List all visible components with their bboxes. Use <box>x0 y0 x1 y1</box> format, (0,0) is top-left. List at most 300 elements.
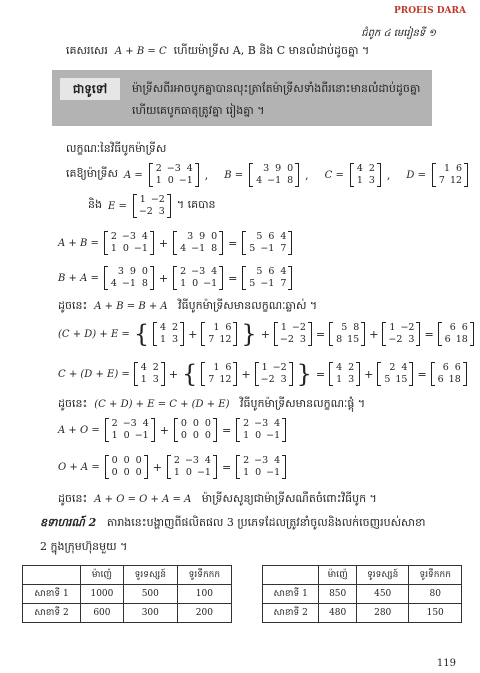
matrix-entry: 1 <box>213 322 220 333</box>
matrix-row <box>179 243 217 255</box>
matrix-row <box>280 334 306 346</box>
given-line <box>66 163 468 187</box>
matrix-b <box>173 231 223 255</box>
matrix-entry: 3 <box>280 374 287 385</box>
matrix-entry: 0 <box>123 430 130 441</box>
table-cell: 850 <box>319 585 357 604</box>
table-cell: 150 <box>409 604 462 623</box>
matrix-entry: 0 <box>204 430 211 441</box>
matrix-entry: 12 <box>449 175 463 186</box>
matrix-entry: 3 <box>263 163 270 174</box>
matrix-row <box>438 175 462 187</box>
general-label-text: ជាទូទៅ <box>72 82 108 96</box>
conclusion-prefix: ដូចនេះ <box>58 299 88 312</box>
matrix-row <box>140 374 159 386</box>
matrix-rows <box>205 362 233 386</box>
conclude-text: ។ គេបាន <box>176 198 216 211</box>
bracket-right <box>416 322 420 346</box>
matrix-entry: 4 <box>160 322 167 333</box>
label-opa: O + A = <box>58 461 100 473</box>
matrix-entry: 1 <box>336 374 343 385</box>
matrix-row <box>248 266 286 278</box>
bracket-right <box>289 362 293 386</box>
matrix-entry: 1 <box>243 467 250 478</box>
matrix-row <box>110 278 148 290</box>
eq-o-plus-a <box>58 455 286 479</box>
brand-text: PROEIS DARA <box>393 6 466 16</box>
matrix-entry: 7 <box>280 243 287 254</box>
matrix-entry: 2 <box>348 362 355 373</box>
plus: + <box>188 327 198 341</box>
matrix-entry: 4 <box>336 362 343 373</box>
table-cell: 80 <box>409 585 462 604</box>
bracket-right <box>288 231 292 255</box>
plus: + <box>158 271 169 285</box>
matrix-entry: 12 <box>219 374 232 385</box>
matrix-row <box>140 362 159 374</box>
matrix-entry: 9 <box>275 163 282 174</box>
matrix-entry: −2 <box>279 334 294 345</box>
matrix-entry: 9 <box>129 266 136 277</box>
plus: + <box>369 327 379 341</box>
matrix-row <box>242 418 280 430</box>
matrix-e <box>133 194 171 218</box>
matrix-row <box>110 231 148 243</box>
table-cell: 480 <box>319 604 357 623</box>
matrix-row <box>179 231 217 243</box>
matrix-rows <box>108 231 150 255</box>
bracket-right <box>361 322 365 346</box>
and-text: និង <box>88 198 102 211</box>
matrix-rows <box>253 163 295 187</box>
matrix-entry: −1 <box>266 430 281 441</box>
matrix-entry: 8 <box>336 334 343 345</box>
example-label: ឧទាហរណ៍ 2 <box>40 516 97 529</box>
matrix-entry: 3 <box>408 334 415 345</box>
matrix-rows <box>177 231 219 255</box>
matrix-entry: 0 <box>167 175 174 186</box>
general-line-1: ម៉ាទ្រីសពីរអាចបូកគ្នាបានលុះត្រាតែម៉ាទ្រីសទាំងពីរនោះមានលំដាប់ដូចគ្នា <box>132 82 421 95</box>
matrix-entry: 2 <box>110 231 117 242</box>
matrix-entry: 15 <box>395 374 408 385</box>
matrix-entry: −1 <box>178 175 193 186</box>
left-brace: { <box>133 320 150 348</box>
matrix-result <box>242 231 292 255</box>
matrix-row <box>444 334 468 346</box>
matrix-row <box>173 455 211 467</box>
matrix-rows <box>278 322 308 346</box>
matrix-entry: 0 <box>255 467 262 478</box>
matrix-rows <box>109 418 151 442</box>
matrix-entry: 7 <box>208 334 215 345</box>
matrix-row <box>335 322 359 334</box>
matrix-entry: 6 <box>461 322 468 333</box>
matrix-row <box>159 334 178 346</box>
matrix-rows <box>354 163 377 187</box>
matrix-c <box>350 163 381 187</box>
matrix-rows <box>333 322 361 346</box>
matrix-entry: −3 <box>122 418 137 429</box>
matrix-entry: 0 <box>211 231 218 242</box>
matrix-entry: 6 <box>456 163 463 174</box>
comma: , <box>386 168 391 182</box>
matrix-zero <box>174 418 217 442</box>
conclusion-formula: (C + D) + E = C + (D + E) <box>94 399 230 410</box>
matrix-row <box>388 334 414 346</box>
table-cell: សាខាទី 1 <box>23 585 81 604</box>
matrix-rows <box>178 418 213 442</box>
bracket-right <box>377 163 381 187</box>
equals: = <box>221 423 232 437</box>
matrix-entry: −2 <box>272 362 287 373</box>
bracket-right <box>295 163 299 187</box>
table-cell: 500 <box>123 585 177 604</box>
matrix-entry: −1 <box>133 243 148 254</box>
matrix-entry: 0 <box>192 278 199 289</box>
matrix-row <box>155 175 193 187</box>
matrix-rows <box>137 194 167 218</box>
matrix-entry: 1 <box>444 163 451 174</box>
matrix-entry: 3 <box>368 175 375 186</box>
matrix-entry: −3 <box>166 163 181 174</box>
general-line-2: ហើយគេបូកធាតុត្រូវគ្នា រៀងគ្នា ។ <box>132 104 265 117</box>
conclusion-associative <box>58 397 365 413</box>
table-imports <box>22 565 232 623</box>
matrix-entry: 3 <box>117 266 124 277</box>
matrix-rows <box>240 455 282 479</box>
right-brace: } <box>241 320 257 348</box>
matrix-entry: 6 <box>225 362 232 373</box>
matrix-row <box>111 430 149 442</box>
table-header-cell: ម៉ាញ៉េ <box>81 566 124 585</box>
matrix-entry: 1 <box>213 362 220 373</box>
matrix-entry: 4 <box>256 175 263 186</box>
matrix-entry: 1 <box>155 175 162 186</box>
matrix-entry: 2 <box>172 322 179 333</box>
matrix-row <box>444 322 468 334</box>
matrix-entry: 7 <box>438 175 445 186</box>
matrix-row <box>242 455 280 467</box>
bracket-right <box>282 418 286 442</box>
matrix-e <box>274 322 312 346</box>
matrix-c <box>153 322 184 346</box>
matrix-entry: 4 <box>186 163 193 174</box>
matrix-row <box>180 430 211 442</box>
equals: = <box>315 327 326 341</box>
table-cell: 300 <box>123 604 177 623</box>
table-cell: 200 <box>177 604 231 623</box>
matrix-entry: 1 <box>110 243 117 254</box>
matrix-entry: −1 <box>260 278 275 289</box>
matrix-entry: 1 <box>140 374 147 385</box>
matrix-d <box>201 362 237 386</box>
label-apo: A + O = <box>58 424 100 436</box>
matrix-a <box>236 455 286 479</box>
matrix-c-plus-d <box>329 322 365 346</box>
bracket-right <box>288 266 292 290</box>
matrix-row <box>111 455 142 467</box>
equals: = <box>228 271 238 285</box>
matrix-entry: −1 <box>134 430 149 441</box>
matrix-entry: 4 <box>140 362 147 373</box>
matrix-entry: 3 <box>158 206 165 217</box>
matrix-entry: 4 <box>280 231 287 242</box>
page-number: 119 <box>436 658 456 669</box>
matrix-entry: −2 <box>260 374 275 385</box>
matrix-row <box>179 278 217 290</box>
matrix-row <box>437 362 461 374</box>
matrix-row <box>207 374 231 386</box>
matrix-entry: −1 <box>203 278 218 289</box>
matrix-a <box>236 418 286 442</box>
matrix-entry: 1 <box>261 362 268 373</box>
example-line-2: 2 ក្នុងក្រុមហ៊ុនមួយ ។ <box>40 540 128 553</box>
matrix-entry: 2 <box>389 362 396 373</box>
plus: + <box>241 367 251 381</box>
matrix-rows <box>240 418 282 442</box>
equals: = <box>417 367 427 381</box>
matrix-rows <box>109 455 144 479</box>
matrix-row <box>155 163 193 175</box>
table-cell: 450 <box>357 585 409 604</box>
properties-title: លក្ខណៈនៃវិធីបូកម៉ាទ្រីស <box>66 142 167 155</box>
table-cell: 600 <box>81 604 124 623</box>
matrix-row <box>255 175 293 187</box>
equals: = <box>221 460 232 474</box>
matrix-row <box>159 322 178 334</box>
matrix-row <box>261 362 287 374</box>
matrix-rows <box>108 266 150 290</box>
table-header-cell: ទូរទស្សន៍ <box>123 566 177 585</box>
label-cpde: C + (D + E) = <box>58 368 130 380</box>
label-b: B = <box>224 169 244 181</box>
bracket-right <box>356 362 360 386</box>
equals: = <box>315 367 326 381</box>
matrix-entry: 2 <box>152 362 159 373</box>
matrix-entry: 18 <box>448 374 461 385</box>
matrix-entry: 15 <box>347 334 360 345</box>
matrix-entry: 6 <box>268 231 275 242</box>
matrix-row <box>248 278 286 290</box>
matrix-entry: 1 <box>160 334 167 345</box>
matrix-entry: 4 <box>141 231 148 242</box>
bracket-right <box>161 362 165 386</box>
matrix-entry: 6 <box>225 322 232 333</box>
bracket-right <box>409 362 413 386</box>
matrix-entry: 7 <box>280 278 287 289</box>
equals: = <box>228 236 238 250</box>
matrix-entry: 8 <box>287 175 294 186</box>
table-cell: 100 <box>177 585 231 604</box>
matrix-entry: 8 <box>211 243 218 254</box>
plus: + <box>260 327 270 341</box>
matrix-entry: 1 <box>173 467 180 478</box>
matrix-row <box>180 418 211 430</box>
plus: + <box>159 423 169 437</box>
matrix-entry: 4 <box>356 163 363 174</box>
plus: + <box>152 460 162 474</box>
table-header-cell: ទូរទឹកកក <box>409 566 462 585</box>
equals: = <box>424 327 434 341</box>
label-e: E = <box>107 200 127 212</box>
matrix-a <box>167 455 217 479</box>
matrix-entry: 5 <box>256 266 263 277</box>
matrix-entry: 1 <box>139 194 146 205</box>
table-header-row <box>263 566 462 585</box>
matrix-row <box>437 374 461 386</box>
matrix-row <box>383 374 407 386</box>
matrix-a <box>104 231 154 255</box>
matrix-row <box>207 322 231 334</box>
matrix-entry: 0 <box>135 455 142 466</box>
matrix-row <box>356 163 375 175</box>
matrix-entry: 4 <box>142 418 149 429</box>
given-e-line <box>88 194 216 218</box>
matrix-entry: 3 <box>187 231 194 242</box>
matrix-rows <box>333 362 356 386</box>
matrix-entry: −1 <box>260 243 275 254</box>
matrix-entry: 0 <box>255 430 262 441</box>
matrix-row <box>139 206 165 218</box>
bracket-right <box>213 418 217 442</box>
matrix-entry: −1 <box>191 243 206 254</box>
matrix-entry: 5 <box>341 322 348 333</box>
matrix-rows <box>436 163 464 187</box>
label-d: D = <box>406 169 426 181</box>
matrix-entry: 4 <box>204 455 211 466</box>
matrix-entry: 2 <box>111 418 118 429</box>
matrix-rows <box>171 455 213 479</box>
eq-cd-plus-e <box>58 322 474 346</box>
matrix-rows <box>153 163 195 187</box>
matrix-entry: 4 <box>274 418 281 429</box>
conclusion-text: ម៉ាទ្រីសសូន្យជាម៉ាទ្រីសណឺតចំពោះវិធីបូក ។ <box>201 492 377 505</box>
bracket-right <box>219 231 223 255</box>
matrix-entry: 1 <box>180 278 187 289</box>
matrix-entry: 2 <box>243 455 250 466</box>
intro-rest: ហើយម៉ាទ្រីស A, B និង C មានលំដាប់ដូចគ្នា ។ <box>173 44 370 57</box>
matrix-entry: 6 <box>437 374 444 385</box>
example-text: តារាងនេះបង្ហាញពីផលិតផល 3 ប្រភេទដែលត្រូវនាំចូលនិងលក់ចេញរបស់សាខា <box>106 516 426 529</box>
table-cell: សាខាទី 2 <box>263 604 319 623</box>
matrix-entry: 0 <box>111 455 118 466</box>
matrix-rows <box>386 322 416 346</box>
matrix-entry: 9 <box>199 231 206 242</box>
bracket-right <box>308 322 312 346</box>
matrix-entry: 0 <box>287 163 294 174</box>
table-header-cell: ទូរទឹកកក <box>177 566 231 585</box>
table-cell: សាខាទី 2 <box>23 604 81 623</box>
plus: + <box>168 367 179 381</box>
matrix-entry: 4 <box>180 243 187 254</box>
matrix-rows <box>246 266 288 290</box>
matrix-c <box>329 362 360 386</box>
matrix-row <box>207 334 231 346</box>
matrix-row <box>173 467 211 479</box>
matrix-e <box>255 362 293 386</box>
matrix-row <box>388 322 414 334</box>
matrix-entry: 1 <box>280 322 287 333</box>
table-row <box>23 604 232 623</box>
matrix-row <box>335 374 354 386</box>
matrix-d-plus-e <box>377 362 413 386</box>
matrix-entry: −3 <box>254 455 269 466</box>
matrix-entry: 0 <box>180 418 187 429</box>
matrix-row <box>335 334 359 346</box>
matrix-result <box>242 266 292 290</box>
intro-prefix: គេសរសេរ <box>66 44 108 57</box>
matrix-c <box>134 362 165 386</box>
bracket-right <box>470 322 474 346</box>
table-header-cell: ម៉ាញ៉េ <box>319 566 357 585</box>
table-header-row <box>23 566 232 585</box>
bracket-right <box>219 266 223 290</box>
matrix-row <box>242 430 280 442</box>
matrix-entry: 5 <box>249 278 256 289</box>
matrix-entry: 6 <box>268 266 275 277</box>
matrix-row <box>111 467 142 479</box>
matrix-entry: 2 <box>180 266 187 277</box>
matrix-row <box>248 231 286 243</box>
matrix-row <box>335 362 354 374</box>
matrix-entry: 0 <box>135 467 142 478</box>
matrix-entry: −3 <box>184 455 199 466</box>
matrix-entry: 6 <box>444 334 451 345</box>
matrix-entry: 6 <box>454 362 461 373</box>
matrix-entry: 3 <box>172 334 179 345</box>
conclusion-text: វិធីបូកម៉ាទ្រីសមានលក្ខណៈឆ្លាស់ ។ <box>178 299 318 312</box>
matrix-row <box>139 194 165 206</box>
matrix-entry: 4 <box>274 455 281 466</box>
table-header-cell: ទូរទស្សន៍ <box>357 566 409 585</box>
matrix-rows <box>259 362 289 386</box>
matrix-row <box>255 163 293 175</box>
matrix-entry: −2 <box>400 322 415 333</box>
matrix-rows <box>138 362 161 386</box>
left-brace: { <box>182 360 198 388</box>
table-cell: 280 <box>357 604 409 623</box>
matrix-entry: −2 <box>291 322 306 333</box>
matrix-entry: 12 <box>219 334 232 345</box>
bracket-right <box>464 163 468 187</box>
matrix-entry: −1 <box>121 278 136 289</box>
label-a: A = <box>123 169 143 181</box>
matrix-entry: −3 <box>121 231 136 242</box>
matrix-entry: 6 <box>442 362 449 373</box>
matrix-a <box>149 163 199 187</box>
matrix-entry: 5 <box>249 243 256 254</box>
bracket-right <box>195 163 199 187</box>
matrix-entry: 8 <box>141 278 148 289</box>
conclusion-text: វិធីបូកម៉ាទ្រីសមានលក្ខណៈផ្តុំ ។ <box>240 397 366 410</box>
matrix-entry: 8 <box>353 322 360 333</box>
chapter-header: ជំពូក ៤ មេរៀនទី ១ <box>361 28 436 39</box>
table-header-cell <box>23 566 81 585</box>
plus: + <box>364 367 374 381</box>
comma: , <box>204 168 209 182</box>
matrix-entry: 0 <box>141 266 148 277</box>
matrix-entry: 0 <box>123 455 130 466</box>
bracket-right <box>150 231 154 255</box>
matrix-entry: −2 <box>138 206 153 217</box>
matrix-entry: 0 <box>180 430 187 441</box>
comma: , <box>305 168 309 182</box>
matrix-sum <box>438 322 474 346</box>
matrix-entry: 0 <box>192 430 199 441</box>
matrix-entry: 2 <box>368 163 375 174</box>
matrix-entry: 5 <box>384 374 391 385</box>
matrix-entry: −1 <box>196 467 211 478</box>
